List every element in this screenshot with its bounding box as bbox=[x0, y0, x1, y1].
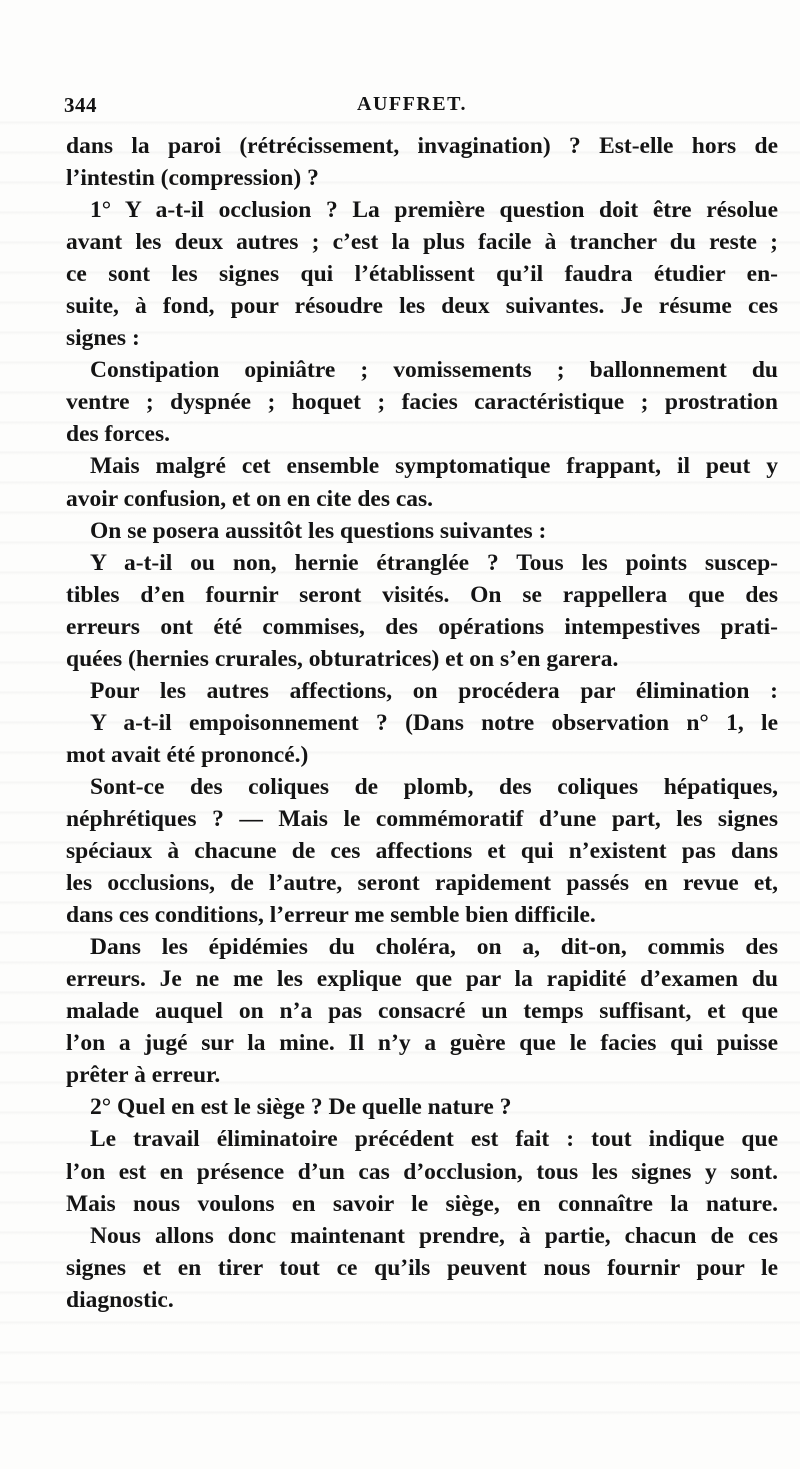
text-line: des forces. bbox=[66, 421, 170, 448]
text-line: 1° Y a-t-il occlusion ? La première question doit être résolue bbox=[90, 197, 778, 224]
text-line: spéciaux à chacune de ces affections et qui n’existent pas dans bbox=[66, 838, 778, 865]
text-line: avoir confusion, et on en cite des cas. bbox=[66, 485, 434, 512]
text-line: Nous allons donc maintenant prendre, à partie, chacun de ces bbox=[90, 1222, 778, 1249]
running-head: AUFFRET. bbox=[357, 93, 467, 115]
text-line: dans la paroi (rétrécissement, invagination) ? Est-elle hors de bbox=[66, 133, 778, 159]
body-text bbox=[66, 130, 778, 1316]
text-line: Sont-ce des coliques de plomb, des coliques hépatiques, bbox=[90, 773, 778, 800]
text-line: signes et en tirer tout ce qu’ils peuvent nous fournir pour le bbox=[66, 1254, 778, 1281]
text-line: Constipation opiniâtre ; vomissements ; ballonnement du bbox=[90, 357, 778, 384]
text-line: suite, à fond, pour résoudre les deux suivantes. Je résume ces bbox=[66, 293, 778, 320]
text-line: néphrétiques ? — Mais le commémoratif d’une part, les signes bbox=[66, 805, 778, 832]
text-line: l’on est en présence d’un cas d’occlusion, tous les signes y sont. bbox=[66, 1158, 778, 1185]
text-line: signes : bbox=[66, 325, 140, 352]
page-number: 344 bbox=[64, 93, 97, 117]
page-header bbox=[64, 93, 760, 123]
text-line: dans ces conditions, l’erreur me semble bien difficile. bbox=[66, 902, 596, 929]
text-line: ventre ; dyspnée ; hoquet ; facies caractéristique ; prostration bbox=[66, 389, 778, 416]
text-line: diagnostic. bbox=[66, 1286, 174, 1313]
text-line: Mais nous voulons en savoir le siège, en connaître la nature. bbox=[66, 1190, 778, 1217]
text-line: erreurs ont été commises, des opérations intempestives prati- bbox=[66, 613, 778, 640]
text-line: l’intestin (compression) ? bbox=[66, 165, 319, 192]
text-line: 2° Quel en est le siège ? De quelle nature ? bbox=[90, 1094, 512, 1121]
text-line: Pour les autres affections, on procédera par élimination : bbox=[90, 677, 778, 704]
text-line: quées (hernies crurales, obturatrices) et on s’en garera. bbox=[66, 645, 619, 672]
text-line: l’on a jugé sur la mine. Il n’y a guère que le facies qui puisse bbox=[66, 1030, 778, 1057]
text-line: Y a-t-il ou non, hernie étranglée ? Tous les points suscep- bbox=[90, 549, 778, 576]
text-line: mot avait été prononcé.) bbox=[66, 741, 309, 768]
text-line: malade auquel on n’a pas consacré un temps suffisant, et que bbox=[66, 998, 778, 1025]
text-line: ce sont les signes qui l’établissent qu’il faudra étudier en- bbox=[66, 261, 778, 288]
text-line: Y a-t-il empoisonnement ? (Dans notre observation n° 1, le bbox=[90, 709, 778, 736]
text-line: Dans les épidémies du choléra, on a, dit-on, commis des bbox=[90, 934, 778, 961]
text-line: On se posera aussitôt les questions suivantes : bbox=[90, 517, 547, 544]
text-line: erreurs. Je ne me les explique que par la rapidité d’examen du bbox=[66, 966, 778, 993]
text-line: Mais malgré cet ensemble symptomatique frappant, il peut y bbox=[90, 453, 778, 480]
text-line: avant les deux autres ; c’est la plus facile à trancher du reste ; bbox=[66, 229, 778, 256]
text-line: Le travail éliminatoire précédent est fait : tout indique que bbox=[90, 1126, 778, 1153]
text-line: tibles d’en fournir seront visités. On se rappellera que des bbox=[66, 581, 778, 608]
text-line: les occlusions, de l’autre, seront rapidement passés en revue et, bbox=[66, 870, 778, 897]
text-line: prêter à erreur. bbox=[66, 1062, 221, 1089]
